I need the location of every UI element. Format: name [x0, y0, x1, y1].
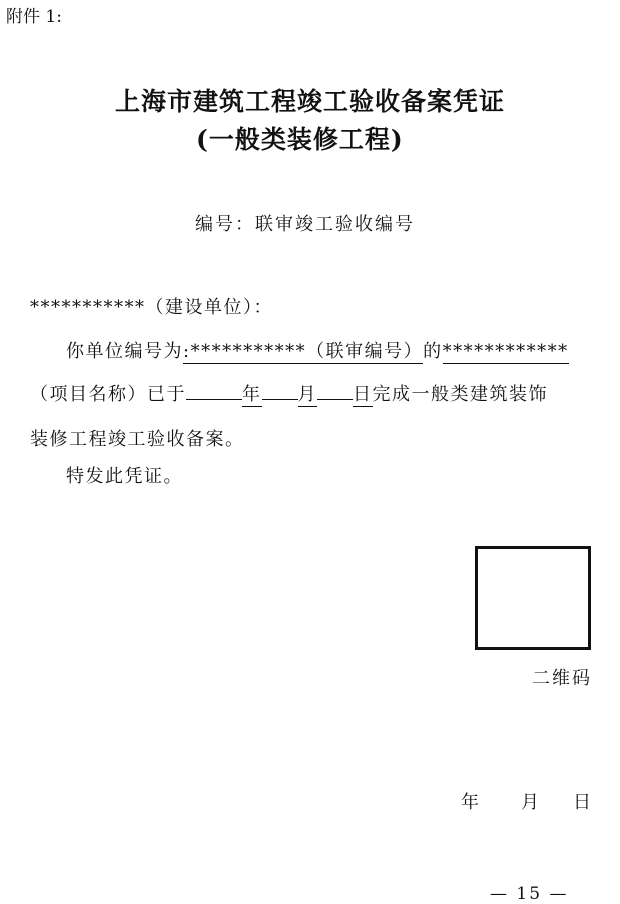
month-label: 月: [297, 384, 317, 405]
unit-code-connector: 的: [423, 341, 443, 362]
unit-code-prefix: 你单位编号为: [66, 341, 183, 362]
year-label: 年: [242, 384, 262, 405]
joint-review-code: :***********（联审编号）: [183, 341, 424, 362]
month-blank: [262, 399, 298, 400]
year-blank: [186, 399, 242, 400]
date-month: 月: [521, 792, 539, 813]
completion-suffix: 完成一般类建筑装饰: [372, 384, 548, 405]
issue-date: [461, 788, 591, 814]
unit-code-line: [66, 337, 569, 363]
project-name-label: （项目名称）已于: [30, 384, 186, 405]
construction-unit-line: ***********（建设单位）：: [30, 297, 273, 318]
qr-code-label: 二维码: [532, 668, 592, 689]
qr-code-box: [475, 546, 591, 650]
completion-date-line: [30, 380, 548, 406]
project-name-field: ************: [442, 341, 569, 362]
document-title: 上海市建筑工程竣工验收备案凭证: [114, 87, 505, 116]
page-number: — 15 —: [490, 884, 569, 904]
certificate-number: 编号：联审竣工验收编号: [195, 214, 415, 235]
day-label: 日: [353, 384, 373, 405]
date-year: 年: [461, 792, 479, 813]
date-day: 日: [573, 792, 591, 813]
certificate-issue-line: 特发此凭证。: [66, 466, 183, 487]
filing-line: 装修工程竣工验收备案。: [30, 429, 245, 450]
day-blank: [317, 399, 353, 400]
document-subtitle: (一般类装修工程): [196, 125, 404, 154]
attachment-label: 附件 1:: [6, 7, 62, 27]
